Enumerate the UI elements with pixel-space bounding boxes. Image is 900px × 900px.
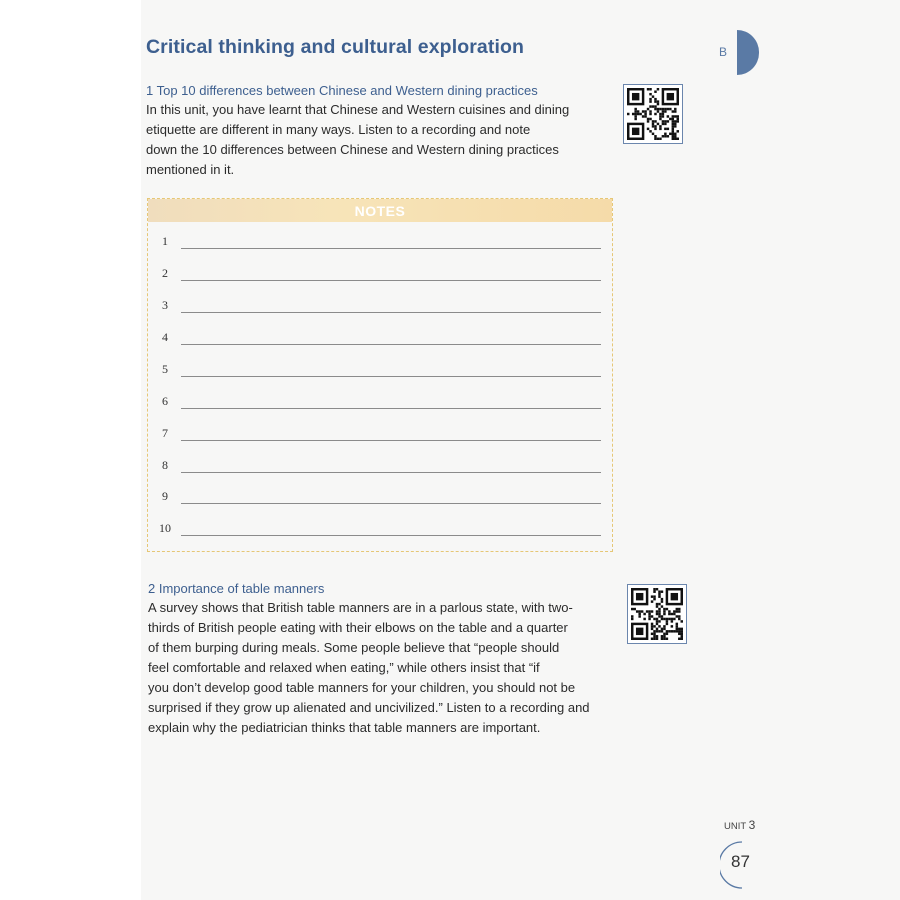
section2-body <box>148 598 590 738</box>
note-answer-line[interactable] <box>181 248 601 249</box>
note-number: 10 <box>159 521 171 535</box>
note-number: 9 <box>162 489 168 503</box>
note-answer-line[interactable] <box>181 280 601 281</box>
section1-body <box>146 100 569 180</box>
note-answer-line[interactable] <box>181 376 601 377</box>
unit-label <box>724 818 755 832</box>
note-number: 8 <box>162 458 168 472</box>
note-row <box>148 234 612 254</box>
note-number: 1 <box>162 234 168 248</box>
note-answer-line[interactable] <box>181 472 601 473</box>
qr-code-icon[interactable] <box>627 584 687 644</box>
note-row <box>148 362 612 382</box>
section1-heading: 1 Top 10 differences between Chinese and Western dining practices <box>146 83 538 98</box>
note-number: 2 <box>162 266 168 280</box>
unit-number: 3 <box>748 818 756 832</box>
section2-heading: 2 Importance of table manners <box>148 581 325 596</box>
note-answer-line[interactable] <box>181 535 601 536</box>
note-row <box>148 330 612 350</box>
note-row <box>148 298 612 318</box>
qr-code-graphic <box>627 88 679 140</box>
page-number: 87 <box>731 852 750 871</box>
note-row <box>148 426 612 446</box>
note-row <box>148 458 612 478</box>
section1-line: In this unit, you have learnt that Chinese and Western cuisines and dining <box>146 102 570 117</box>
section1-line: etiquette are different in many ways. Listen to a recording and note <box>146 122 531 137</box>
section2-line: of them burping during meals. Some people believe that “people should <box>148 640 560 655</box>
section1-line: down the 10 differences between Chinese and Western dining practices <box>146 142 559 157</box>
section2-line: A survey shows that British table manners are in a parlous state, with two- <box>148 600 573 615</box>
note-number: 4 <box>162 330 168 344</box>
section2-line: surprised if they grow up alienated and uncivilized.” Listen to a recording and <box>148 700 590 715</box>
note-number: 7 <box>162 426 168 440</box>
note-row <box>148 489 612 509</box>
notes-box <box>147 198 613 552</box>
note-number: 6 <box>162 394 168 408</box>
section2-line: thirds of British people eating with their elbows on the table and a quarter <box>148 620 568 635</box>
note-row <box>148 394 612 414</box>
note-answer-line[interactable] <box>181 408 601 409</box>
note-number: 3 <box>162 298 168 312</box>
notes-header: NOTES <box>148 199 612 222</box>
section-tab-letter: B <box>719 45 728 59</box>
page-title: Critical thinking and cultural exploration <box>146 36 524 58</box>
note-answer-line[interactable] <box>181 440 601 441</box>
note-row <box>148 521 612 541</box>
unit-text: UNIT <box>724 821 746 832</box>
note-number: 5 <box>162 362 168 376</box>
section1-line: mentioned in it. <box>146 162 235 177</box>
qr-code-icon[interactable] <box>623 84 683 144</box>
note-answer-line[interactable] <box>181 344 601 345</box>
section2-line: feel comfortable and relaxed when eating,” while others insist that “if <box>148 660 540 675</box>
section2-line: you don’t develop good table manners for your children, you should not be <box>148 680 576 695</box>
note-answer-line[interactable] <box>181 312 601 313</box>
section2-line: explain why the pediatrician thinks that table manners are important. <box>148 720 541 735</box>
note-row <box>148 266 612 286</box>
qr-code-graphic <box>631 588 683 640</box>
note-answer-line[interactable] <box>181 503 601 504</box>
